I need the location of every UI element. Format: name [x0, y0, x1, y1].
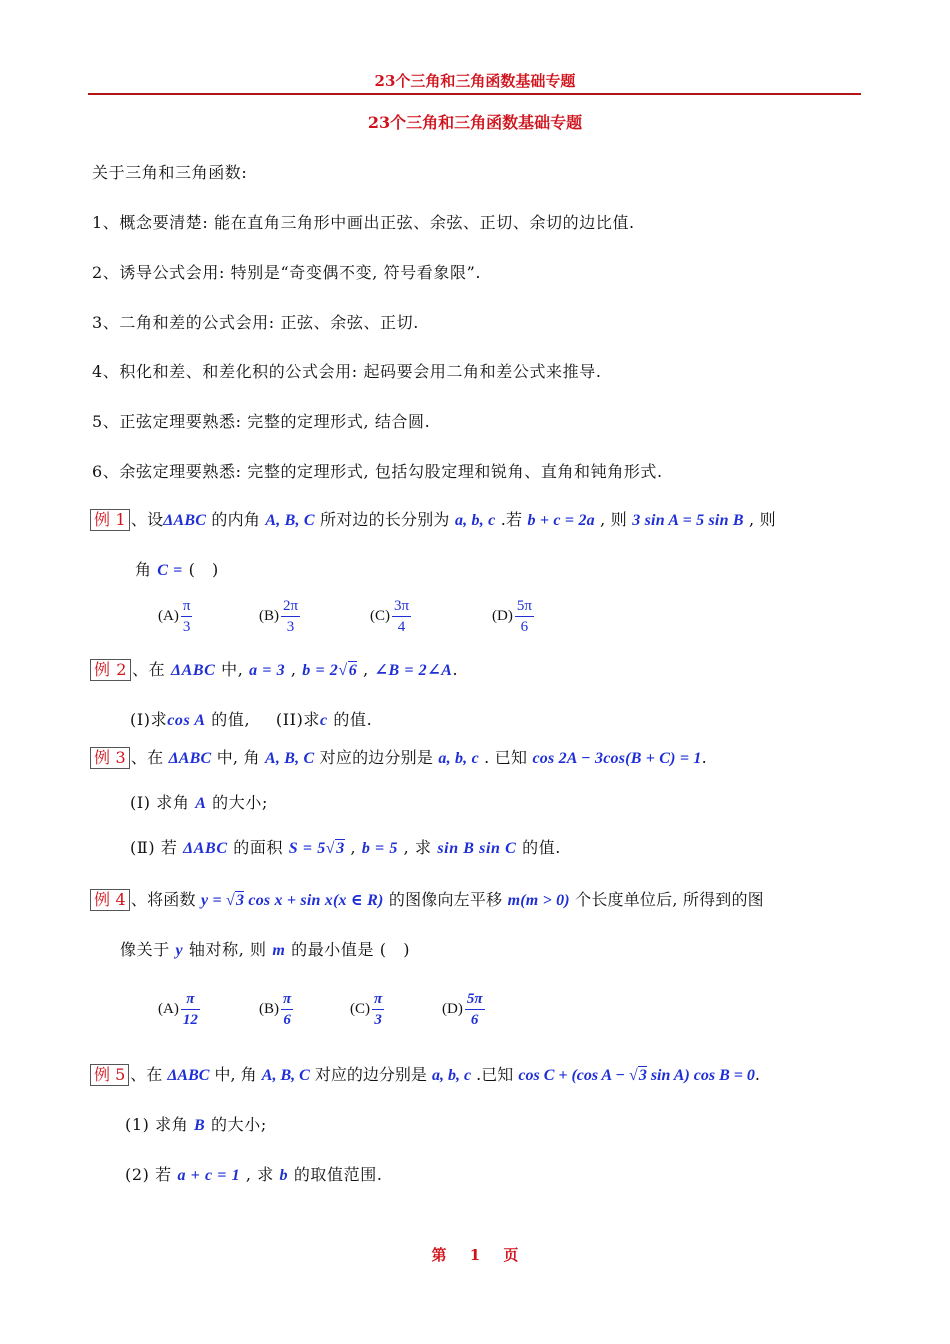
example-1-option-b: (B) $\frac{2\pi}{3}$	[259, 598, 299, 635]
page-number: 第 1 页	[431, 1246, 519, 1264]
running-header: 23个三角和三角函数基础专题	[374, 72, 576, 90]
example-4-statement: 例 4 、将函数 y = √3 cos x + sin x(x ∈ R) 的图像向左平移 m(m > 0) 个长度单位后, 所得到的图	[90, 887, 764, 911]
example-4-option-c: (C) $\frac{\pi}{3}$	[350, 991, 383, 1028]
example-1-option-c: (C) $\frac{3\pi}{4}$	[370, 598, 410, 635]
example-2-statement: 例 2 、在 ΔABC 中, a = 3 , b = 2√6 , ∠B = 2∠A.	[90, 657, 458, 681]
example-4-option-a: (A) $\frac{\pi}{12}$	[158, 991, 198, 1028]
example-4-label: 例 4	[90, 889, 130, 911]
example-5-label: 例 5	[90, 1064, 129, 1086]
example-5-question-2: (2) 若 a + c = 1 , 求 b 的取值范围.	[125, 1165, 383, 1184]
example-2-questions: (I)求cos A 的值, (II)求c 的值.	[130, 710, 373, 729]
point-4: 4、积化和差、和差化积的公式会用: 起码要会用二角和差公式来推导.	[92, 362, 602, 381]
example-4-line-2: 像关于 y 轴对称, 则 m 的最小值是 ( )	[120, 940, 411, 959]
example-3-question-2: (Ⅱ) 若 ΔABC 的面积 S = 5√3 , b = 5 , 求 sin B sin C 的值.	[130, 838, 561, 857]
page-title: 23个三角和三角函数基础专题	[367, 113, 583, 132]
point-6: 6、余弦定理要熟悉: 完整的定理形式, 包括勾股定理和锐角、直角和钝角形式.	[92, 462, 663, 481]
example-5-question-1: (1) 求角 B 的大小;	[125, 1115, 267, 1134]
example-4-option-b: (B) $\frac{\pi}{6}$	[259, 991, 292, 1028]
example-5-statement: 例 5 、在 ΔABC 中, 角 A, B, C 对应的边分别是 a, b, c .已知 cos C + (cos A − √3 sin A) cos B = 0.	[90, 1062, 760, 1086]
point-3: 3、二角和差的公式会用: 正弦、余弦、正切.	[92, 313, 419, 332]
example-1-option-d: (D) $\frac{5\pi}{6}$	[492, 598, 532, 635]
point-2: 2、诱导公式会用: 特别是“奇变偶不变, 符号看象限”.	[92, 263, 482, 282]
header-rule	[88, 93, 861, 95]
example-3-question-1: (Ⅰ) 求角 A 的大小;	[130, 793, 268, 812]
point-1: 1、概念要清楚: 能在直角三角形中画出正弦、余弦、正切、余切的边比值.	[92, 213, 635, 232]
example-1-label: 例 1	[90, 509, 130, 531]
example-2-label: 例 2	[90, 659, 131, 681]
example-1-line-2: 角 C = ( )	[135, 560, 219, 579]
example-4-option-d: (D) $\frac{5\pi}{6}$	[442, 991, 483, 1028]
example-1-option-a: (A) $\frac{\pi}{3}$	[158, 598, 191, 635]
intro-text: 关于三角和三角函数:	[92, 163, 248, 182]
example-1-statement: 例 1 、设ΔABC 的内角 A, B, C 所对边的长分别为 a, b, c .若 b + c = 2a , 则 3 sin A = 5 sin B , 则	[90, 507, 776, 531]
example-3-statement: 例 3 、在 ΔABC 中, 角 A, B, C 对应的边分别是 a, b, c . 已知 cos 2A − 3cos(B + C) = 1.	[90, 745, 707, 769]
example-3-label: 例 3	[90, 747, 130, 769]
point-5: 5、正弦定理要熟悉: 完整的定理形式, 结合圆.	[92, 412, 431, 431]
